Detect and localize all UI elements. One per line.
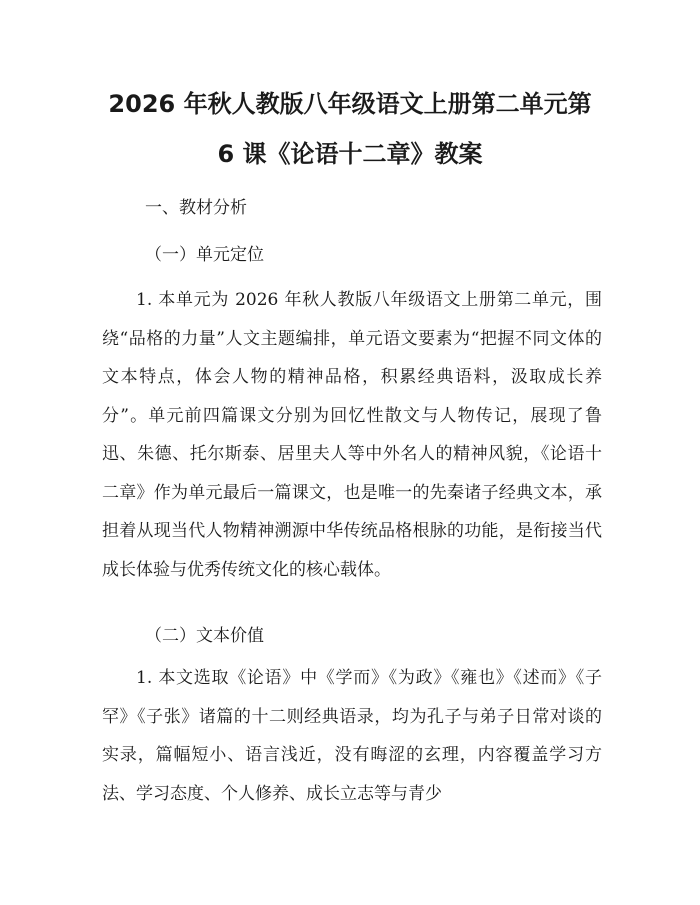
paragraph-text-value: 1. 本文选取《论语》中《学而》《为政》《雍也》《述而》《子罕》《子张》诸篇的十二则经典语录，均为孔子与弟子日常对谈的实录，篇幅短小、语言浅近，没有晦涩的玄理，内容覆盖学习方法、学习态度、个人修养、成长立志等与青少 [102, 668, 602, 804]
subsection-heading-unit-positioning: （一）单元定位 [145, 245, 264, 265]
document-title-line-1: 2026 年秋人教版八年级语文上册第二单元第 [108, 90, 592, 118]
subsection-heading-text-value: （二）文本价值 [145, 626, 264, 646]
document-title-line-2: 6 课《论语十二章》教案 [217, 140, 483, 168]
paragraph-unit-positioning: 1. 本单元为 2026 年秋人教版八年级语文上册第二单元，围绕“品格的力量”人文主题编排，单元语文要素为“把握不同文体的文本特点，体会人物的精神品格，积累经典语料，汲取成长养分”。单元前四篇课文分别为回忆性散文与人物传记，展现了鲁迅、朱德、托尔斯泰、居里夫人等中外名人的精神风貌，《论语十二章》作为单元最后一篇课文，也是唯一的先秦诸子经典文本，承担着从现当代人物精神溯源中华传统品格根脉的功能，是衔接当代成长体验与优秀传统文化的核心载体。 [102, 290, 602, 580]
section-heading-textbook-analysis: 一、教材分析 [145, 198, 247, 218]
